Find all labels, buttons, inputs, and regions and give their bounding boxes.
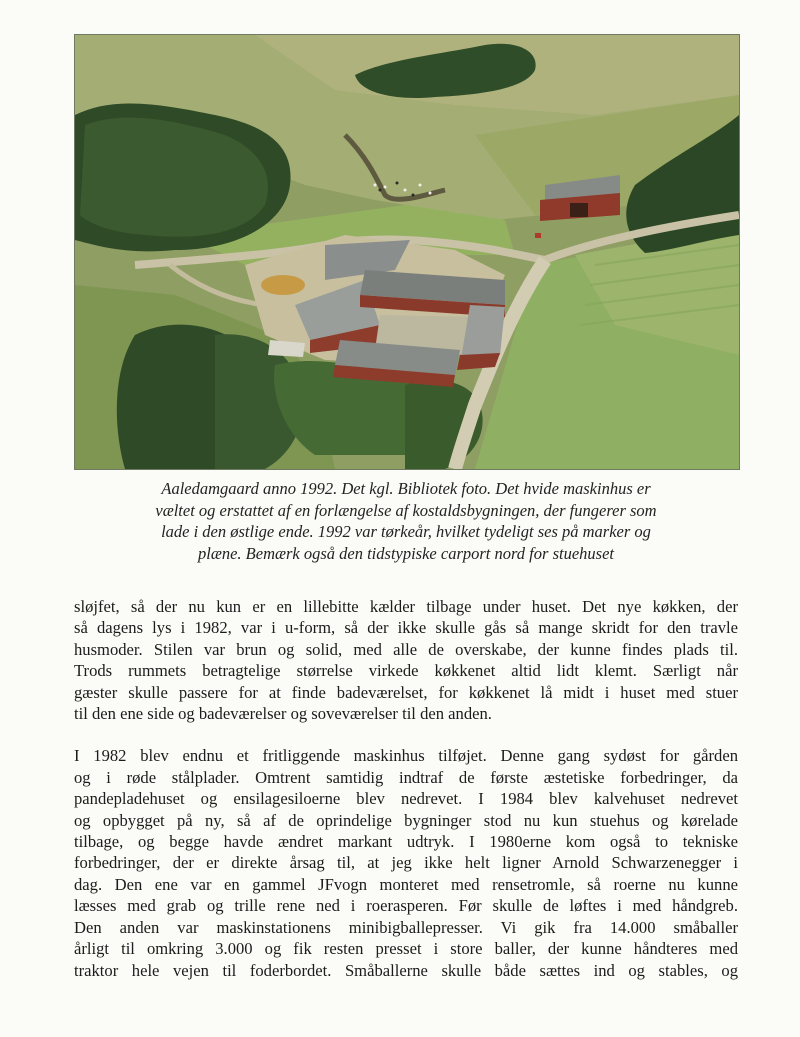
caption-line: lade i den østlige ende. 1992 var tørkeår, hvilket tydeligt ses på marker og [161,522,651,541]
text-line: traktor hele vejen til foderbordet. Småballerne skulle både sættes ind og stables, og [74,960,738,980]
text-line: årligt til omkring 3.000 og fik resten presset i store baller, der kunne håndteres med [74,939,738,959]
text-line: Den anden var maskinstationens minibigballepresser. Vi gik fra 14.000 småballer [74,917,738,937]
body-text [74,596,738,981]
text-line: dag. Den ene var en gammel JFvogn monteret med rensetromle, så roerne nu kunne [74,874,738,894]
paragraph-kitchen [74,596,738,724]
text-line: Trods rummets betragtelige størrelse virkede køkkenet altid lidt klemt. Særligt når [74,661,738,681]
caption-line: Aaledamgaard anno 1992. Det kgl. Bibliotek foto. Det hvide maskinhus er [161,479,651,498]
text-line: læsses med grab og trille rene ned i roerasperen. Før skulle de løftes i med håndgreb. [74,896,738,916]
text-line: tilbage, og begge havde ændret markant udtryk. I 1980erne kom også to tekniske [74,832,738,852]
caption-line: plæne. Bemærk også den tidstypiske carport nord for stuehuset [198,543,614,563]
text-line: så dagens lys i 1982, var i u-form, så der ikke skulle gås så mange skridt for den travle [74,618,738,638]
text-line: sløjfet, så der nu kun er en lillebitte kælder tilbage under huset. Det nye køkken, der [74,597,738,616]
photo-caption [74,478,738,564]
caption-line: væltet og erstattet af en forlængelse af kostaldsbygningen, der fungerer som [155,500,657,520]
text-line: husmoder. Stilen var brun og solid, med alle de overskabe, der kunne findes plads til. [74,639,738,659]
text-line: gæster skulle passere for at finde badeværelset, for køkkenet lå midt i huset med stuer [74,682,738,702]
text-line: I 1982 blev endnu et fritliggende maskinhus tilføjet. Denne gang sydøst for gården [74,746,738,766]
text-line: til den ene side og badeværelser og soveværelser til den anden. [74,704,492,724]
text-line: forbedringer, der er direkte årsag til, at jeg ikke helt ligner Arnold Schwarzenegger i [74,853,738,873]
aerial-farm-photo [74,34,740,470]
text-line: og i røde stålplader. Omtrent samtidig indtraf de første æstetiske forbedringer, da [74,767,738,787]
paragraph-machine-house [74,745,738,980]
text-line: pandepladehuset og ensilagesiloerne blev nedrevet. I 1984 blev kalvehuset nedrevet [74,789,738,809]
text-line: og opbygget på ny, så af de oprindelige bygninger stod nu kun stuehus og kørelade [74,810,738,830]
